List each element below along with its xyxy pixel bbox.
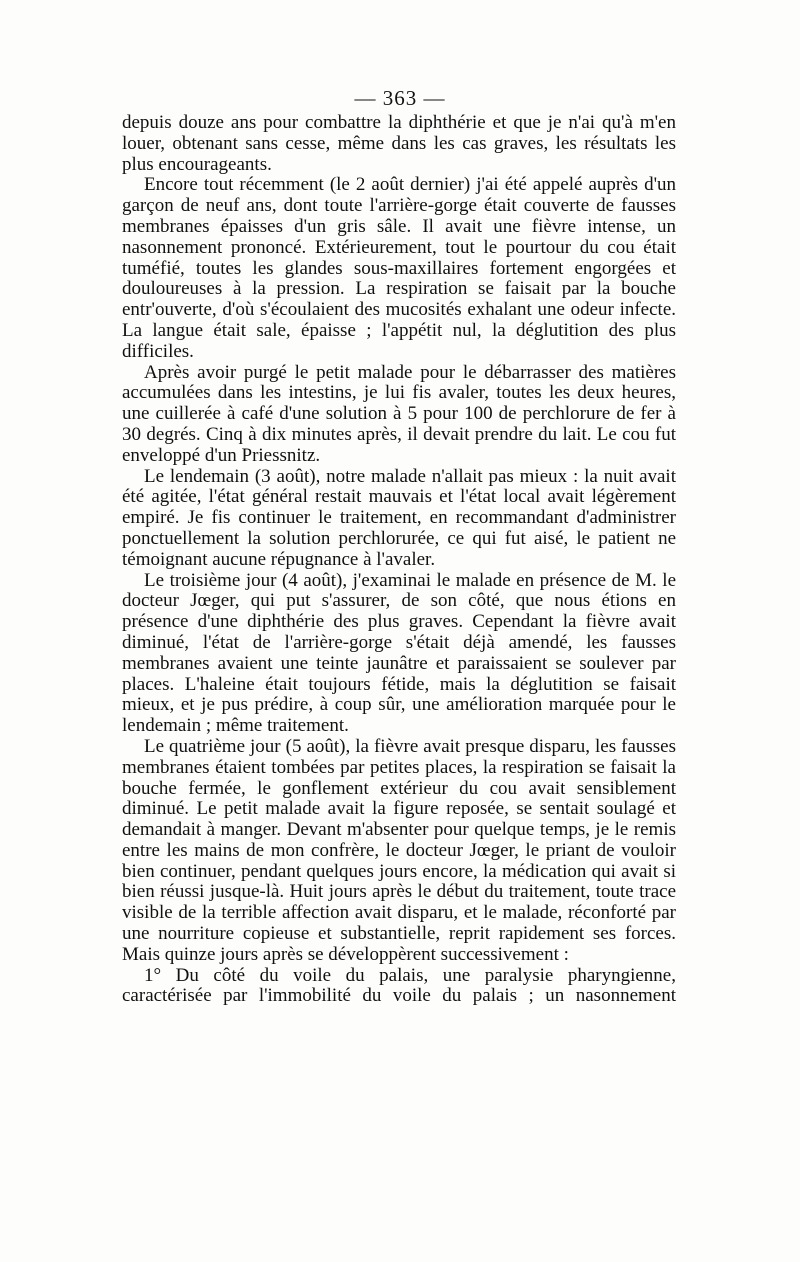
paragraph: Le quatrième jour (5 août), la fièvre avait presque disparu, les fausses membranes étaient tombées par petites places, la respiration se faisait la bouche fermée, le gonflement extérieur du cou avait sensiblement diminué. Le petit malade avait la figure reposée, se sentait soulagé et demandait à manger. Devant m'absenter pour quelque temps, je le remis entre les mains de mon confrère, le docteur Jœger, le priant de vouloir bien continuer, pendant quelques jours encore, la médication qui avait si bien réussi jusque-là. Huit jours après le début du traitement, toute trace visible de la terrible affection avait disparu, et le malade, réconforté par une nourriture copieuse et substantielle, reprit rapidement ses forces. Mais quinze jours après se développèrent successivement : [122,735,676,965]
page-number: — 363 — [354,86,446,110]
paragraph: Encore tout récemment (le 2 août dernier) j'ai été appelé auprès d'un garçon de neuf ans, dont toute l'arrière-gorge était couverte de fausses membranes épaisses d'un gris sâle. Il avait une fièvre intense, un nasonnement prononcé. Extérieurement, tout le pourtour du cou était tuméfié, toutes les glandes sous-maxillaires fortement engorgées et douloureuses à la pression. La respiration se faisait par la bouche entr'ouverte, d'où s'écoulaient des mucosités exhalant une odeur infecte. La langue était sale, épaisse ; l'appétit nul, la déglutition des plus difficiles. [122,174,676,362]
paragraph: 1° Du côté du voile du palais, une paralysie pharyngienne, caractérisée par l'immobilité du voile du palais ; un nasonnement [122,964,676,1007]
paragraph: Après avoir purgé le petit malade pour le débarrasser des matières accumulées dans les intestins, je lui fis avaler, toutes les deux heures, une cuillerée à café d'une solution à 5 pour 100 de perchlorure de fer à 30 degrés. Cinq à dix minutes après, il devait prendre du lait. Le cou fut enveloppé d'un Priessnitz. [122,361,676,466]
paragraph: Le lendemain (3 août), notre malade n'allait pas mieux : la nuit avait été agitée, l'état général restait mauvais et l'état local avait légèrement empiré. Je fis continuer le traitement, en recommandant d'administrer ponctuellement la solution perchlorurée, ce qui fut aisé, le patient ne témoignant aucune répugnance à l'avaler. [122,465,676,570]
page-body [122,113,676,1007]
paragraph: Le troisième jour (4 août), j'examinai le malade en présence de M. le docteur Jœger, qui put s'assurer, de son côté, que nous étions en présence d'une diphthérie des plus graves. Cependant la fièvre avait diminué, l'état de l'arrière-gorge s'était déjà amendé, les fausses membranes avaient une teinte jaunâtre et paraissaient se soulever par places. L'haleine était toujours fétide, mais la déglutition se faisait mieux, et je pus prédire, à coup sûr, une amélioration marquée pour le lendemain ; même traitement. [122,569,676,737]
paragraph: depuis douze ans pour combattre la diphthérie et que je n'ai qu'à m'en louer, obtenant sans cesse, même dans les cas graves, les résultats les plus encourageants. [122,112,676,175]
